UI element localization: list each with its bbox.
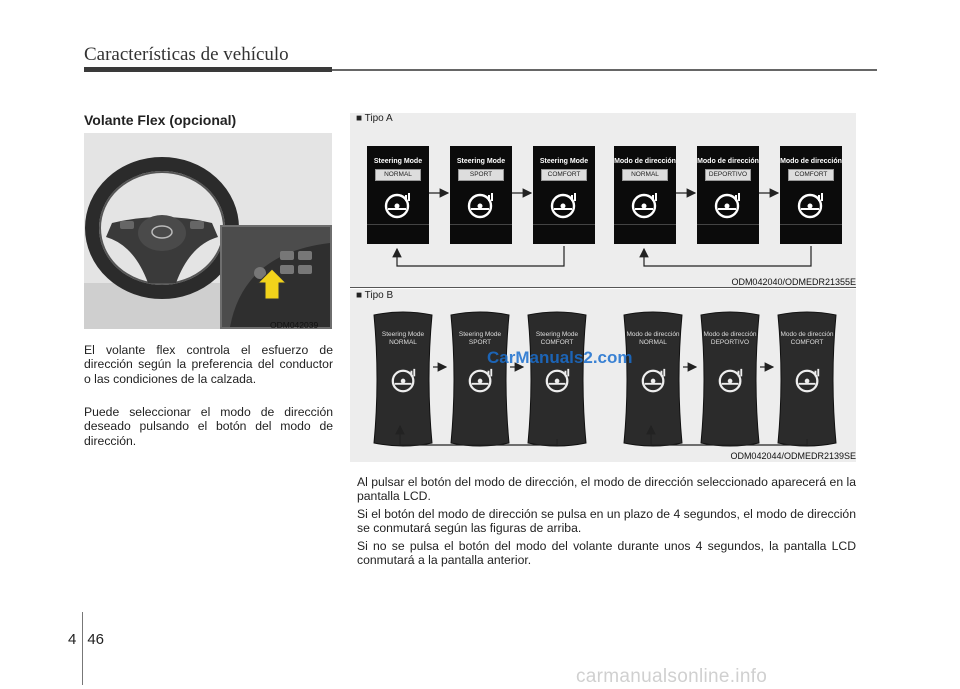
screen-title: Modo de dirección (697, 158, 759, 165)
paragraph-intro: El volante flex controla el esfuerzo de dirección según la preferencia del conductor o las condiciones de la calzada. (84, 343, 333, 386)
paragraph-select-mode: Puede seleccionar el modo de dirección deseado pulsando el botón del modo de dirección. (84, 405, 333, 448)
screen-mode: SPORT (458, 169, 504, 181)
header-rule-thick (84, 67, 332, 72)
screen-title: Steering Mode (381, 331, 425, 338)
paragraph-timeout: Si no se pulsa el botón del modo del volante durante unos 4 segundos, la pantalla LCD conmutará a la pantalla anterior. (357, 539, 856, 568)
screen-title: Modo de dirección (614, 158, 676, 165)
screen-mode: COMFORT (541, 169, 587, 181)
page-number (68, 631, 104, 648)
screen-mode: COMFORT (788, 169, 834, 181)
screen-title: Steering Mode (539, 158, 589, 165)
screen-title: Modo de dirección (780, 158, 842, 165)
type-b-arrows (350, 289, 856, 462)
type-a-label: ■ Tipo A (356, 113, 393, 124)
screen-mode: COMFORT (790, 339, 824, 346)
steering-wheel-illustration (84, 133, 332, 329)
screen-mode: NORMAL (622, 169, 668, 181)
screen-title: Steering Mode (456, 158, 506, 165)
screen-title: Steering Mode (458, 331, 502, 338)
chapter-number: 4 (68, 631, 77, 648)
type-b-code: ODM042044/ODMEDR2139SE (730, 451, 856, 461)
screen-mode: DEPORTIVO (710, 339, 750, 346)
screen-mode: NORMAL (389, 339, 417, 346)
screen-mode: DEPORTIVO (705, 169, 751, 181)
screen-mode: NORMAL (639, 339, 667, 346)
panel-divider (350, 287, 856, 288)
page-number-rule (82, 612, 83, 685)
feature-heading: Volante Flex (opcional) (84, 112, 237, 128)
screen-title: Modo de dirección (626, 331, 680, 338)
header-rule-thin (332, 69, 877, 71)
section-title: Características de vehículo (84, 44, 289, 65)
screen-mode: SPORT (468, 339, 492, 346)
photo-code: ODM042039 (270, 320, 319, 330)
type-a-code: ODM042040/ODMEDR21355E (731, 277, 856, 287)
paragraph-mode-switch: Si el botón del modo de dirección se pulsa en un plazo de 4 segundos, el modo de dirección se conmutará según las figuras de arriba. (357, 507, 856, 536)
watermark-site[interactable]: CarManuals2.com (487, 348, 633, 367)
type-a-arrows (350, 113, 856, 287)
screen-mode: NORMAL (375, 169, 421, 181)
screen-mode: COMFORT (540, 339, 574, 346)
screen-title: Steering Mode (373, 158, 423, 165)
screen-title: Modo de dirección (780, 331, 834, 338)
footer-watermark[interactable]: carmanualsonline.info (576, 666, 768, 687)
screen-title: Modo de dirección (703, 331, 757, 338)
paragraph-lcd-display: Al pulsar el botón del modo de dirección, el modo de dirección seleccionado aparecerá en la pantalla LCD. (357, 475, 856, 504)
screen-title: Steering Mode (535, 331, 579, 338)
page-number-value: 46 (87, 631, 105, 648)
type-b-label: ■ Tipo B (356, 290, 394, 301)
steering-wheel-photo (84, 133, 332, 329)
